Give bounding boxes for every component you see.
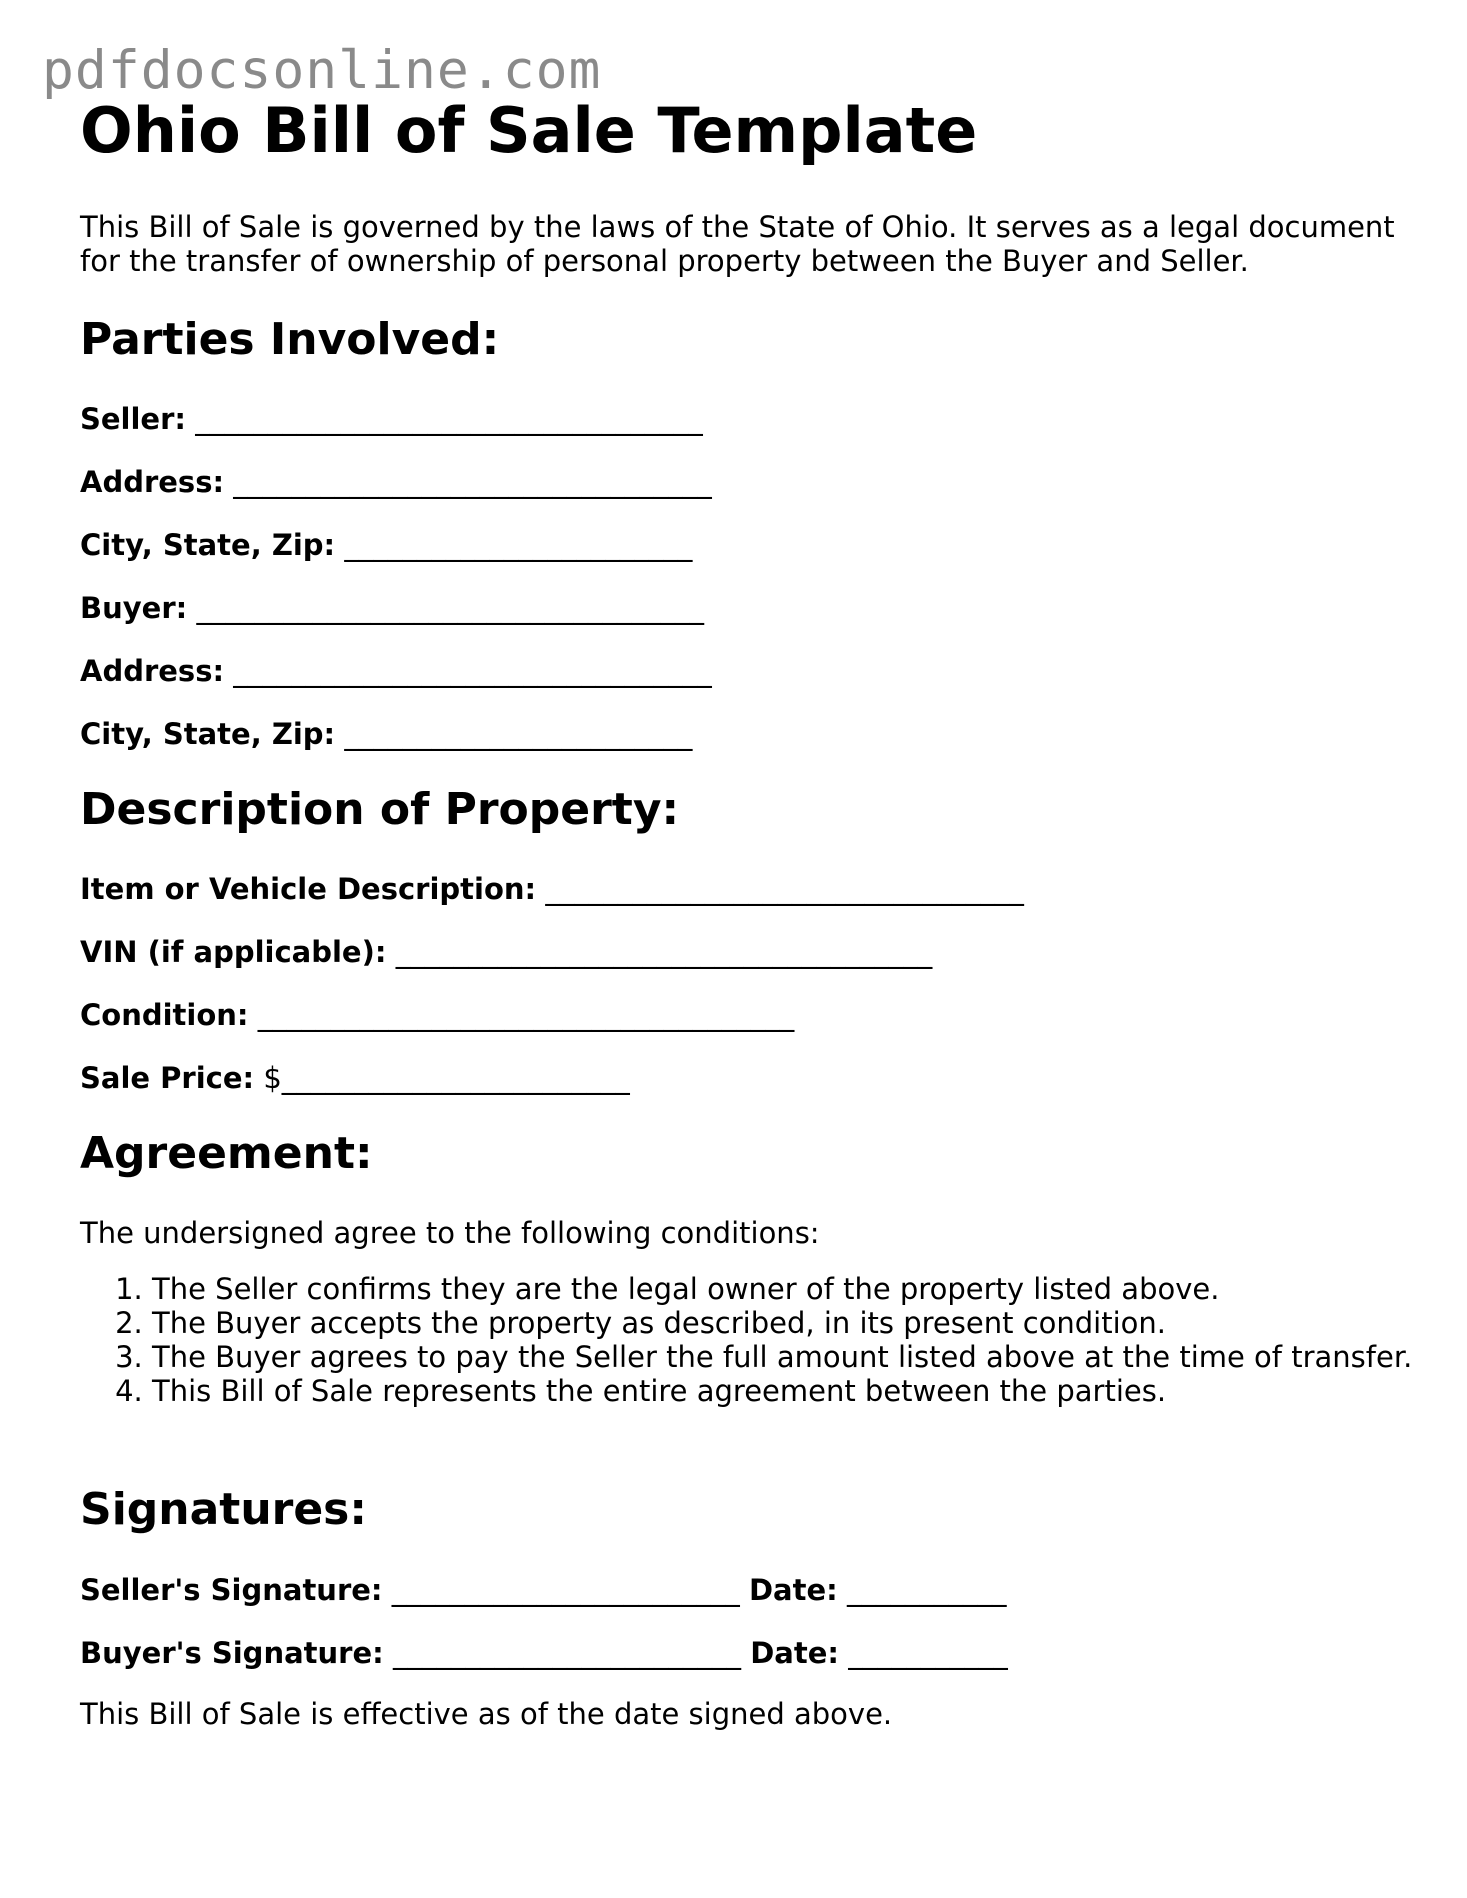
buyer-address-blank[interactable]: _________________________________ [233,654,712,688]
condition-item: 3. The Buyer agrees to pay the Seller the full amount listed above at the time of transfer. [152,1340,1452,1374]
conditions-list [80,1272,1452,1408]
buyer-city-field [80,717,692,751]
vin-field [80,935,932,969]
signatures-heading: Signatures: [80,1484,367,1535]
condition-item: 1. The Seller confirms they are the legal owner of the property listed above. [152,1272,1452,1306]
agreement-lead: The undersigned agree to the following conditions: [80,1216,820,1250]
seller-label: Seller: [80,402,187,436]
condition-field [80,998,794,1032]
condition-item: 4. This Bill of Sale represents the entire agreement between the parties. [152,1374,1452,1408]
vin-blank[interactable]: _____________________________________ [395,935,933,969]
seller-blank[interactable]: ___________________________________ [195,402,703,436]
buyer-signature-blank[interactable]: ________________________ [392,1636,741,1670]
seller-address-field [80,465,712,499]
condition-label: Condition: [80,998,249,1032]
sale-price-blank[interactable]: $________________________ [263,1061,630,1095]
seller-field [80,402,703,436]
buyer-address-field [80,654,712,688]
seller-date-blank[interactable]: ___________ [846,1573,1007,1607]
seller-city-label: City, State, Zip: [80,528,336,562]
buyer-signature-label: Buyer's Signature: [80,1636,384,1670]
seller-signature-row [80,1573,1006,1607]
seller-address-blank[interactable]: _________________________________ [233,465,712,499]
seller-signature-label: Seller's Signature: [80,1573,383,1607]
closing-statement: This Bill of Sale is effective as of the date signed above. [80,1697,893,1731]
condition-blank[interactable]: _____________________________________ [257,998,795,1032]
condition-item: 2. The Buyer accepts the property as described, in its present condition. [152,1306,1452,1340]
parties-heading: Parties Involved: [80,314,500,365]
seller-date-label: Date: [748,1573,838,1607]
seller-city-field [80,528,692,562]
watermark-text: pdfdocsonline.com [42,40,602,101]
buyer-address-label: Address: [80,654,225,688]
seller-city-blank[interactable]: ________________________ [344,528,693,562]
seller-address-label: Address: [80,465,225,499]
buyer-field [80,591,704,625]
property-heading: Description of Property: [80,784,680,835]
buyer-signature-row [80,1636,1008,1670]
buyer-label: Buyer: [80,591,188,625]
sale-price-field [80,1061,630,1095]
vin-label: VIN (if applicable): [80,935,387,969]
intro-paragraph: This Bill of Sale is governed by the laws of the State of Ohio. It serves as a legal document for the transfer of ownership of personal property between the Buyer and Seller. [80,210,1395,278]
item-description-blank[interactable]: _________________________________ [545,872,1024,906]
buyer-city-blank[interactable]: ________________________ [344,717,693,751]
buyer-city-label: City, State, Zip: [80,717,336,751]
buyer-date-blank[interactable]: ___________ [848,1636,1008,1670]
item-description-field [80,872,1024,906]
item-description-label: Item or Vehicle Description: [80,872,537,906]
sale-price-label: Sale Price: [80,1061,255,1095]
buyer-blank[interactable]: ___________________________________ [196,591,704,625]
document-title: Ohio Bill of Sale Template [80,94,978,167]
buyer-date-label: Date: [750,1636,839,1670]
seller-signature-blank[interactable]: ________________________ [391,1573,740,1607]
agreement-heading: Agreement: [80,1128,373,1179]
